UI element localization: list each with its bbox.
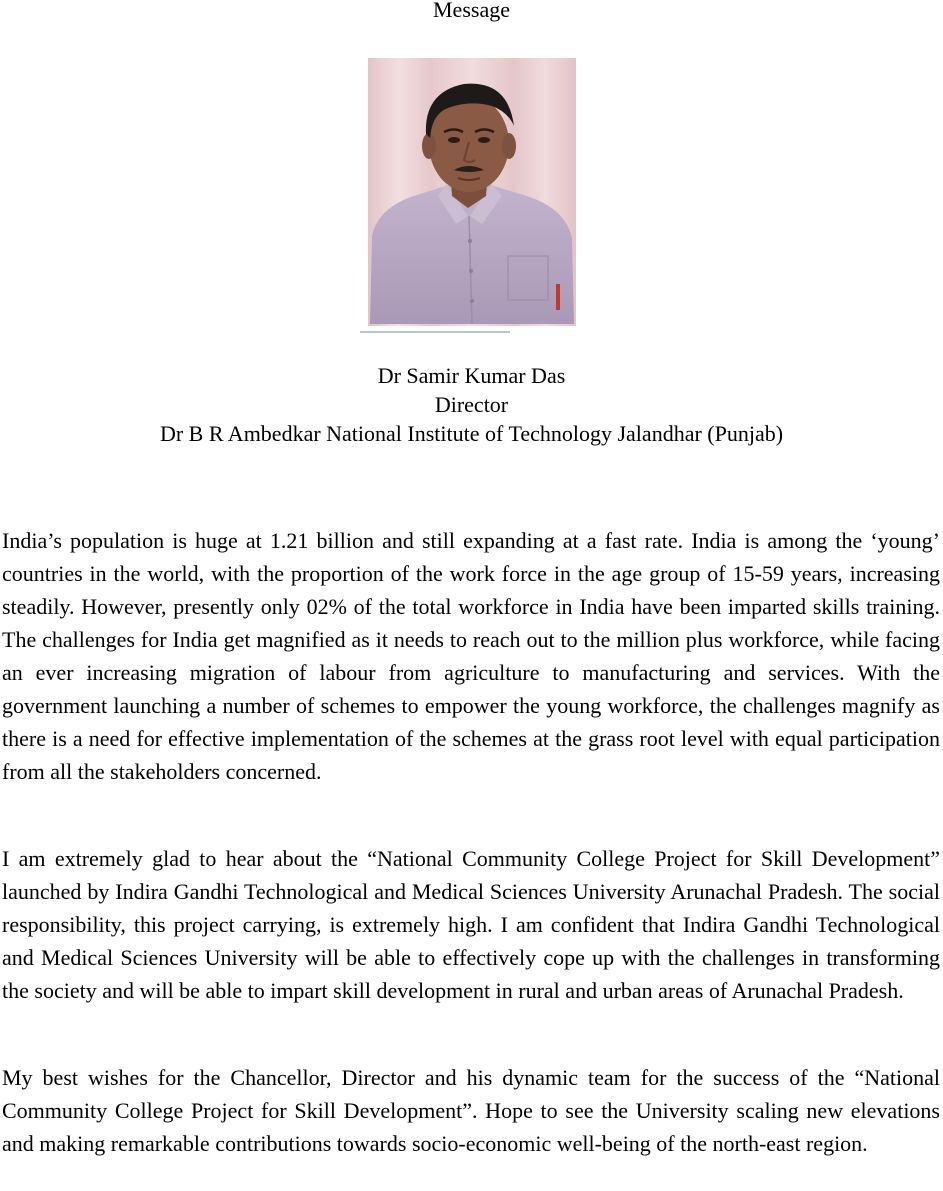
message-paragraph-2: I am extremely glad to hear about the “National Community College Project for Skill Development” launched by Indira Gandhi Technological and Medical Sciences University Arunachal Pradesh. The social responsibility, this project carrying, is extremely high. I am confident that Indira Gandhi Technological and Medical Sciences University will be able to effectively cope up with the challenges in transforming the society and will be able to impart skill development in rural and urban areas of Arunachal Pradesh. (2, 846, 940, 1003)
signatory-name: Dr Samir Kumar Das (377, 363, 566, 388)
portrait-photo (360, 56, 578, 334)
message-paragraph-1: India’s population is huge at 1.21 billion and still expanding at a fast rate. India is among the ‘young’ countries in the world, with the proportion of the work force in the age group of 15-59 years, increasing steadily. However, presently only 02% of the total workforce in India have been imparted skills training. The challenges for India get magnified as it needs to reach out to the million plus workforce, while facing an ever increasing migration of labour from agriculture to manufacturing and services. With the government launching a number of schemes to empower the young workforce, the challenges magnify as there is a need for effective implementation of the schemes at the grass root level with equal participation from all the stakeholders concerned. (2, 528, 940, 784)
signatory-institution: Dr B R Ambedkar National Institute of Technology Jalandhar (Punjab) (159, 421, 784, 446)
message-heading: Message (433, 0, 510, 22)
signatory-designation: Director (434, 392, 509, 417)
signature-block (0, 361, 943, 448)
message-paragraph-3: My best wishes for the Chancellor, Director and his dynamic team for the success of the “National Community College Project for Skill Development”. Hope to see the University scaling new elevations and making remarkable contributions towards socio-economic well-being of the north-east region. (2, 1065, 940, 1156)
